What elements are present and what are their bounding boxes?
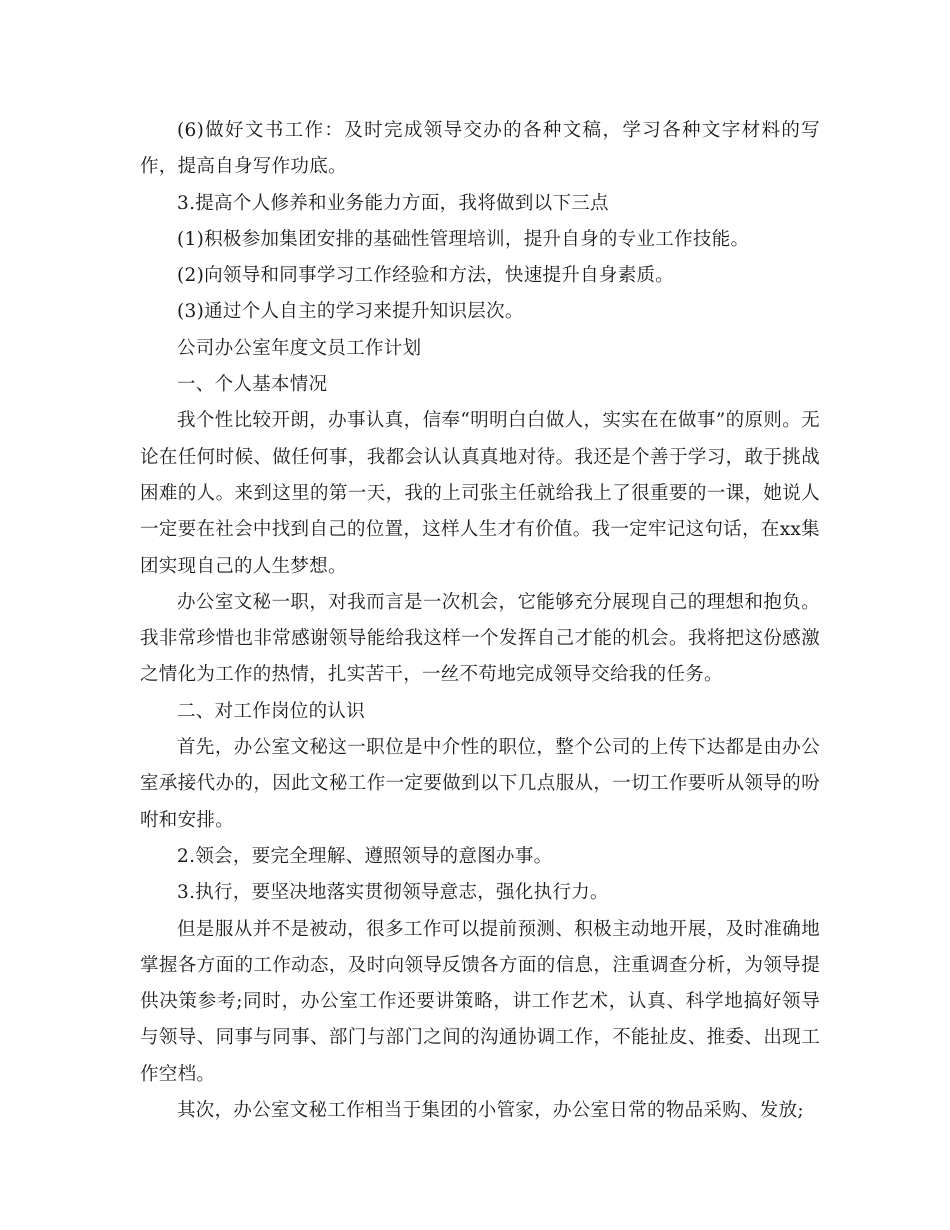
paragraph: (6)做好文书工作：及时完成领导交办的各种文稿，学习各种文字材料的写作，提高自身写作功底。 <box>140 120 820 178</box>
paragraph: (3)通过个人自主的学习来提升知识层次。 <box>177 301 524 323</box>
paragraph: 首先，办公室文秘这一职位是中介性的职位，整个公司的上传下达都是由办公室承接代办的，因此文秘工作一定要做到以下几点服从，一切工作要听从领导的吩咐和安排。 <box>140 737 820 831</box>
paragraph: (2)向领导和同事学习工作经验和方法，快速提升自身素质。 <box>177 265 675 287</box>
section-heading: 二、对工作岗位的认识 <box>177 700 366 722</box>
section-heading: 一、个人基本情况 <box>177 374 328 396</box>
paragraph: 办公室文秘一职，对我而言是一次机会，它能够充分展现自己的理想和抱负。我非常珍惜也非常感谢领导能给我这样一个发挥自己才能的机会。我将把这份感激之情化为工作的热情，扎实苦干，一丝不苟地完成领导交给我的任务。 <box>140 591 820 686</box>
paragraph: 但是服从并不是被动，很多工作可以提前预测、积极主动地开展，及时准确地掌握各方面的工作动态，及时向领导反馈各方面的信息，注重调查分析，为领导提供决策参考;同时，办公室工作还要讲策略，讲工作艺术，认真、科学地搞好领导与领导、同事与同事、部门与部门之间的沟通协调工作，不能扯皮、推委、出现工作空档。 <box>140 918 820 1085</box>
paragraph: 我个性比较开朗，办事认真，信奉“明明白白做人，实实在在做事”的原则。无论在任何时候、做任何事，我都会认认真真地对待。我还是个善于学习，敢于挑战困难的人。来到这里的第一天，我的上司张主任就给我上了很重要的一课，她说人一定要在社会中找到自己的位置，这样人生才有价值。我一定牢记这句话，在xx集团实现自己的人生梦想。 <box>140 410 820 577</box>
paragraph: (1)积极参加集团安排的基础性管理培训，提升自身的专业工作技能。 <box>177 228 750 250</box>
paragraph: 其次，办公室文秘工作相当于集团的小管家，办公室日常的物品采购、发放; <box>177 1100 804 1122</box>
section-title: 公司办公室年度文员工作计划 <box>177 337 422 359</box>
document-body <box>140 113 820 1129</box>
paragraph: 2.领会，要完全理解、遵照领导的意图办事。 <box>177 845 553 867</box>
paragraph: 3.提高个人修养和业务能力方面，我将做到以下三点 <box>177 192 609 214</box>
paragraph: 3.执行，要坚决地落实贯彻领导意志，强化执行力。 <box>177 882 609 904</box>
